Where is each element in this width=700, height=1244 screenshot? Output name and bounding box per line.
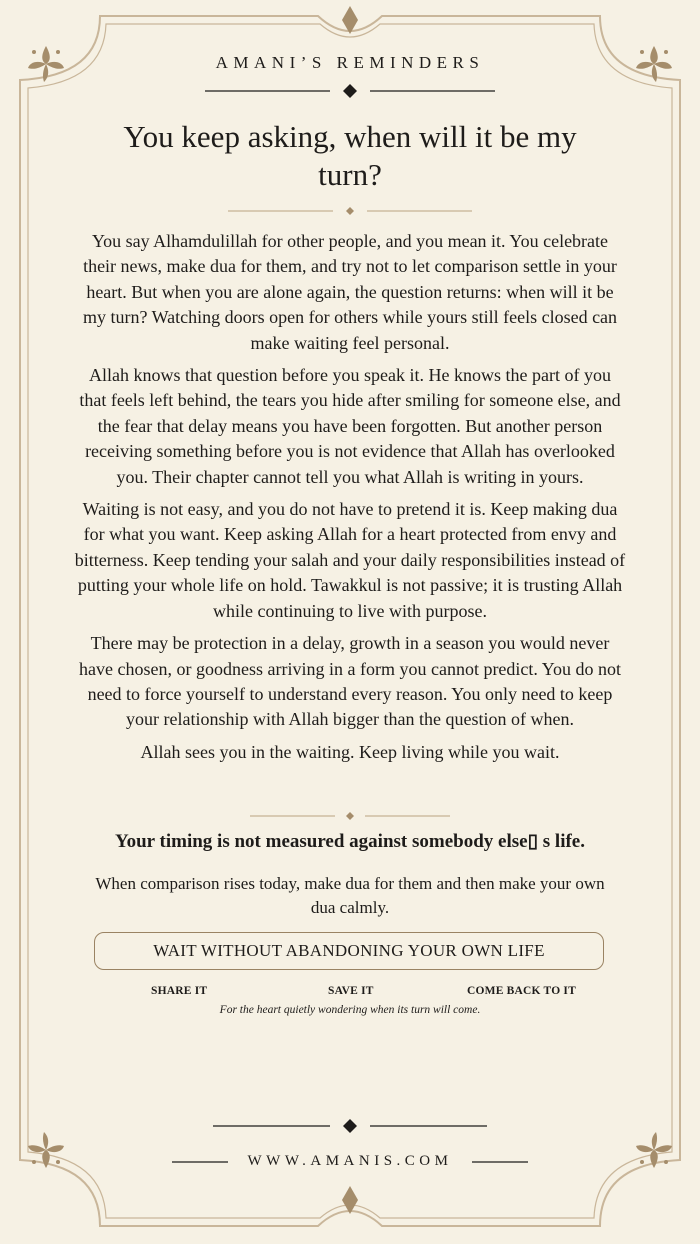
body-paragraph: There may be protection in a delay, growth in a season you would never have chosen, or goodness arriving in a form you cannot predict. You do not need to force yourself to understand every reason. You only need to keep your relationship with Allah bigger than the question of when. [79,633,621,730]
cta-button-label: WAIT WITHOUT ABANDONING YOUR OWN LIFE [153,941,545,960]
website-url[interactable]: WWW.AMANIS.COM [247,1153,453,1169]
share-link[interactable]: SHARE IT [151,985,208,997]
bottom-frame-diamond [342,1186,358,1214]
body-paragraph: Waiting is not easy, and you do not have to pretend it is. Keep making dua for what you want. Keep asking Allah for a heart protected from envy and bitterness. Keep tending your salah and your daily responsibilities instead of putting your whole life on hold. Tawakkul is not passive; it is trusting Allah while continuing to live with purpose. [74,499,626,621]
come-back-link[interactable]: COME BACK TO IT [467,985,576,997]
title-divider [228,207,472,215]
page-title: You keep asking, when will it be my turn? [123,119,577,192]
save-link[interactable]: SAVE IT [328,985,374,997]
brand-divider [205,84,495,98]
action-links [0,985,700,1001]
tagline: For the heart quietly wondering when its turn will come. [219,1004,481,1016]
brand-name: AMANI’S REMINDERS [215,53,485,72]
reflection-prompt: When comparison rises today, make dua for them and then make your own dua calmly. [95,874,605,917]
highlight-statement: Your timing is not measured against somebody else▯ s life. [115,831,585,852]
body-paragraph: Allah knows that question before you speak it. He knows the part of you that feels left behind, the tears you hide after smiling for someone else, and the fear that delay means you have been forgotten. But another person receiving something before you is not evidence that Allah has overlooked you. Their chapter cannot tell you what Allah is writing in yours. [79,365,621,487]
body-paragraph: Allah sees you in the waiting. Keep living while you wait. [140,741,560,762]
body-end-divider [250,812,450,820]
body-text [74,229,626,772]
cta-button[interactable] [94,932,604,970]
body-paragraph: You say Alhamdulillah for other people, and you mean it. You celebrate their news, make dua for them, and try not to let comparison settle in your heart. But when you are alone again, the question returns: when will it be my turn? Watching doors open for others while yours still feels closed can make waiting feel personal. [82,231,618,353]
footer-divider [213,1119,487,1133]
